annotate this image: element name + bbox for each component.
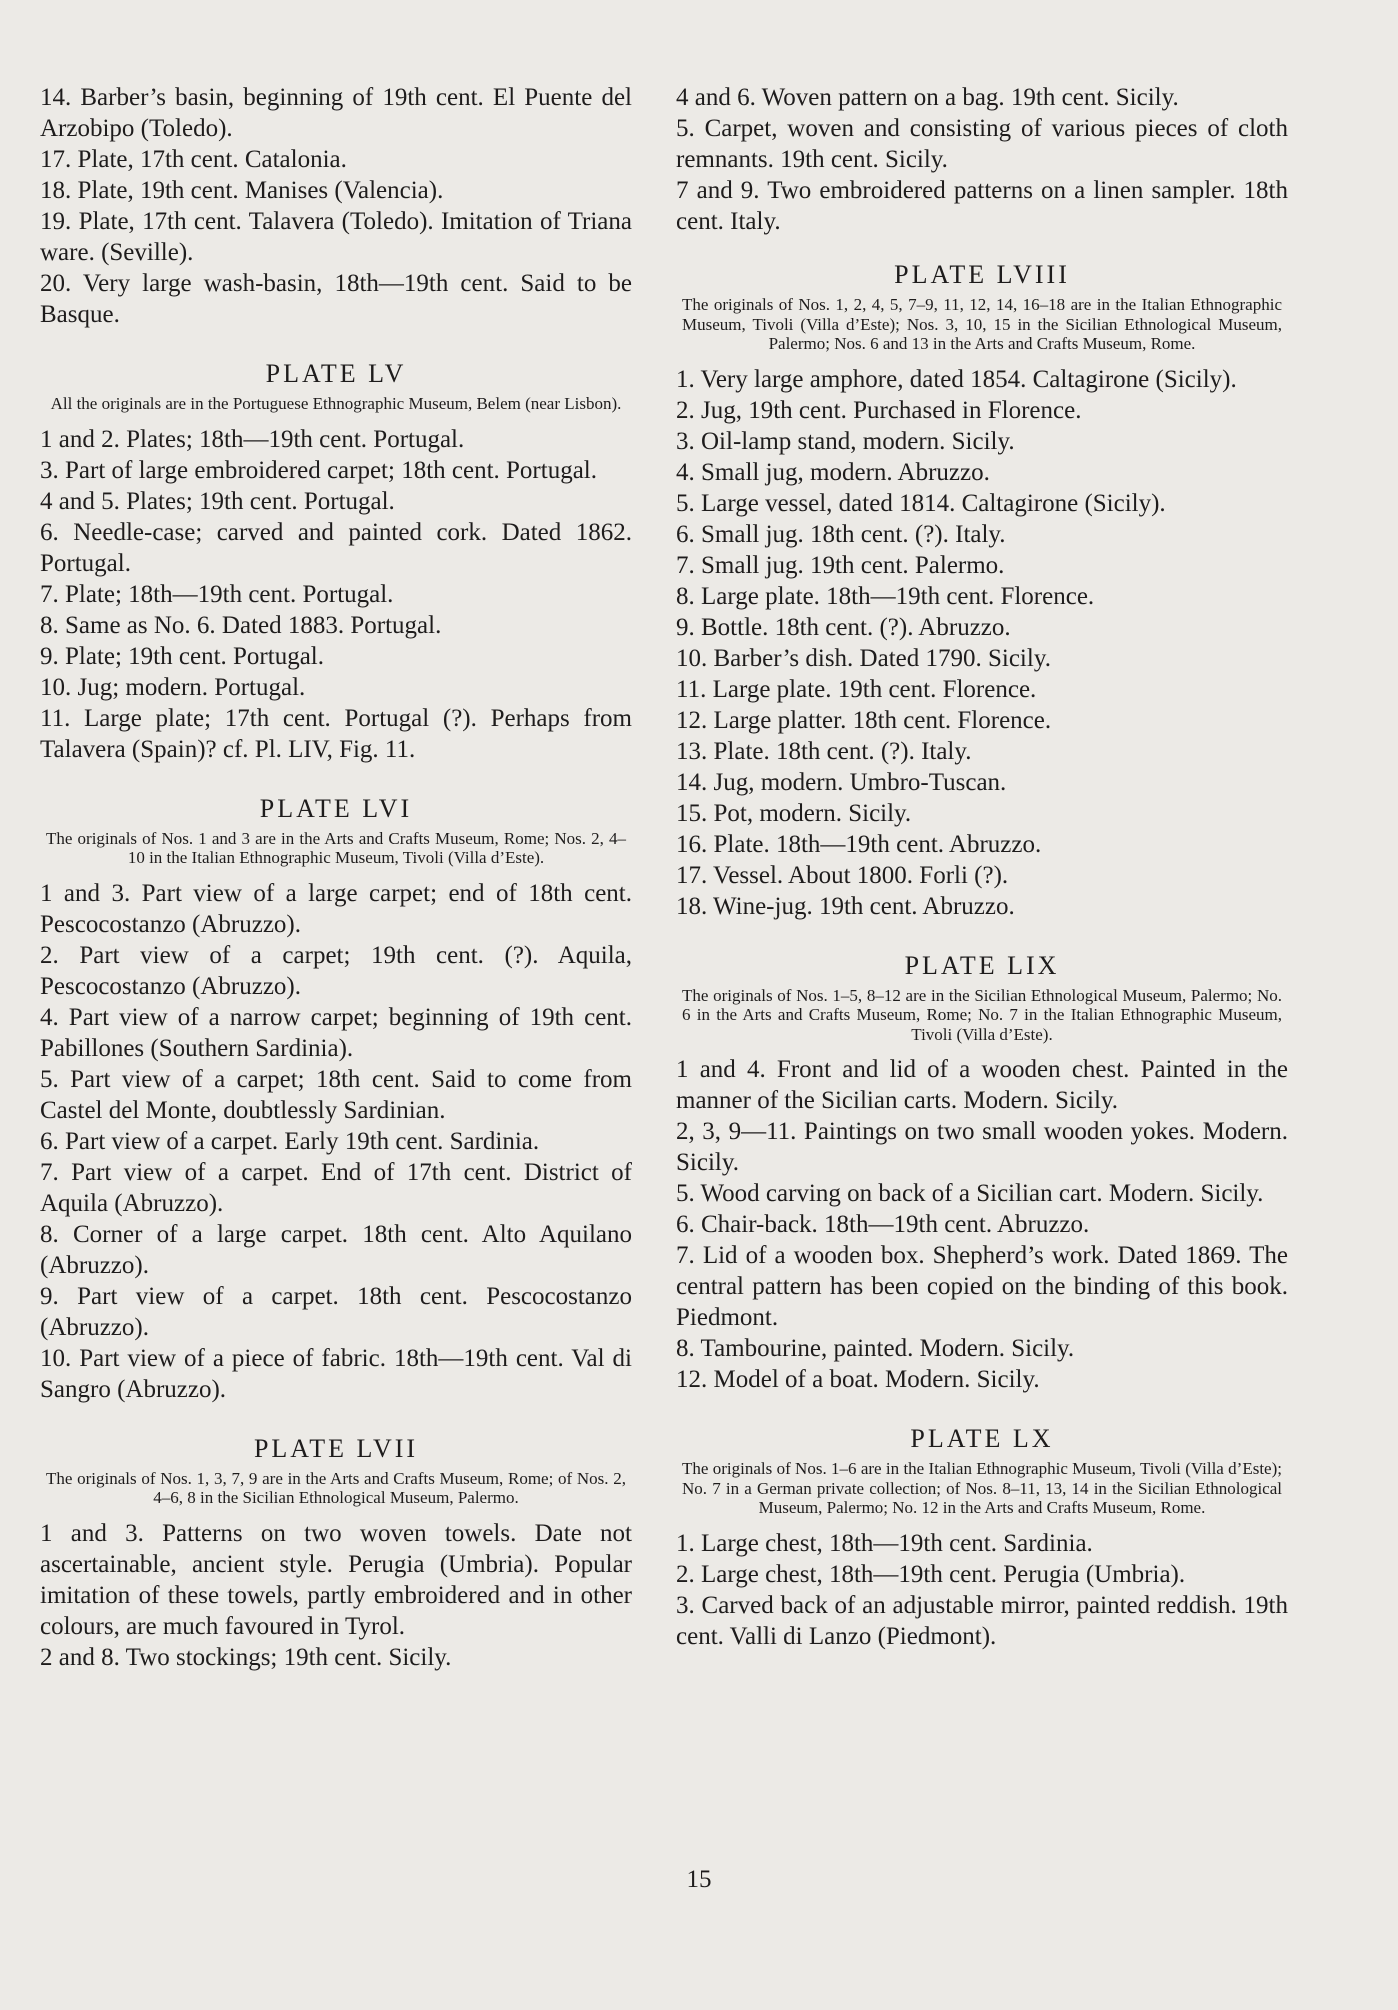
catalog-entry: 7. Plate; 18th—19th cent. Portugal. bbox=[40, 580, 394, 608]
catalog-entry: 5. Part view of a carpet; 18th cent. Said to come from Castel del Monte, doubtlessly Sardinian. bbox=[40, 1065, 632, 1124]
catalog-entry: 8. Same as No. 6. Dated 1883. Portugal. bbox=[40, 611, 442, 639]
plate-heading-block bbox=[676, 950, 1288, 1045]
plate-heading-block bbox=[676, 1423, 1288, 1518]
catalog-entry: 4. Part view of a narrow carpet; beginning of 19th cent. Pabillones (Southern Sardinia). bbox=[40, 1003, 632, 1062]
plate-note: The originals of Nos. 1 and 3 are in the Arts and Crafts Museum, Rome; Nos. 2, 4–10 in the Italian Ethnographic Museum, Tivoli (Villa d’Este). bbox=[46, 828, 626, 867]
catalog-entry: 9. Part view of a carpet. 18th cent. Pescocostanzo (Abruzzo). bbox=[40, 1282, 632, 1341]
catalog-entry: 19. Plate, 17th cent. Talavera (Toledo). Imitation of Triana ware. (Seville). bbox=[40, 208, 632, 266]
catalog-entry: 6. Part view of a carpet. Early 19th cent. Sardinia. bbox=[40, 1127, 540, 1155]
plate-note: The originals of Nos. 1, 2, 4, 5, 7–9, 11, 12, 14, 16–18 are in the Italian Ethnographic Museum, Tivoli (Villa d’Este); Nos. 3, 10, 15 in the Sicilian Ethnological Museum, Palermo; Nos. 6 and 13 in the Arts and Crafts Museum, Rome. bbox=[682, 295, 1282, 353]
plate-title: PLATE LVIII bbox=[894, 260, 1070, 289]
catalog-entry: 2 and 8. Two stockings; 19th cent. Sicily. bbox=[40, 1643, 452, 1671]
catalog-entry: 18. Wine-jug. 19th cent. Abruzzo. bbox=[676, 892, 1015, 920]
catalog-entry: 17. Plate, 17th cent. Catalonia. bbox=[40, 146, 347, 173]
catalog-entry: 2. Large chest, 18th—19th cent. Perugia (Umbria). bbox=[676, 1560, 1186, 1588]
catalog-entry: 9. Plate; 19th cent. Portugal. bbox=[40, 642, 324, 670]
catalog-entry: 11. Large plate. 19th cent. Florence. bbox=[676, 675, 1037, 703]
catalog-entry: 5. Large vessel, dated 1814. Caltagirone (Sicily). bbox=[676, 489, 1166, 517]
plate-note: The originals of Nos. 1–5, 8–12 are in the Sicilian Ethnological Museum, Palermo; No. 6 in the Arts and Crafts Museum, Rome; No. 7 in the Italian Ethnographic Museum, Tivoli (Villa d’Este). bbox=[682, 985, 1282, 1044]
catalog-entry: 4. Small jug, modern. Abruzzo. bbox=[676, 458, 990, 486]
catalog-entry: 6. Chair-back. 18th—19th cent. Abruzzo. bbox=[676, 1211, 1090, 1238]
catalog-entry: 10. Jug; modern. Portugal. bbox=[40, 673, 306, 701]
plate-title: PLATE LV bbox=[265, 359, 407, 388]
catalog-entry: 2. Jug, 19th cent. Purchased in Florence. bbox=[676, 396, 1082, 424]
catalog-entry: 1 and 2. Plates; 18th—19th cent. Portugal. bbox=[40, 425, 465, 453]
catalog-entry: 16. Plate. 18th—19th cent. Abruzzo. bbox=[676, 830, 1042, 858]
catalog-entry: 2, 3, 9—11. Paintings on two small wooden yokes. Modern. Sicily. bbox=[676, 1118, 1288, 1176]
catalog-entry: 13. Plate. 18th cent. (?). Italy. bbox=[676, 737, 972, 765]
plate-heading-block bbox=[40, 793, 632, 868]
catalog-entry: 11. Large plate; 17th cent. Portugal (?). Perhaps from Talavera (Spain)? cf. Pl. LIV, Fig. 11. bbox=[40, 704, 632, 763]
catalog-entry: 3. Carved back of an adjustable mirror, painted reddish. 19th cent. Valli di Lanzo (Piedmont). bbox=[676, 1591, 1288, 1650]
plate-note: All the originals are in the Portuguese Ethnographic Museum, Belem (near Lisbon). bbox=[50, 394, 622, 413]
catalog-entry: 1. Large chest, 18th—19th cent. Sardinia. bbox=[676, 1529, 1093, 1557]
catalog-entry: 5. Carpet, woven and consisting of various pieces of cloth remnants. 19th cent. Sicily. bbox=[676, 115, 1288, 173]
plate-heading-block bbox=[676, 259, 1288, 354]
catalog-entry: 15. Pot, modern. Sicily. bbox=[676, 799, 912, 827]
catalog-entry: 4 and 5. Plates; 19th cent. Portugal. bbox=[40, 487, 395, 515]
plate-note: The originals of Nos. 1, 3, 7, 9 are in the Arts and Crafts Museum, Rome; of Nos. 2, 4–6, 8 in the Sicilian Ethnological Museum, Palermo. bbox=[46, 1468, 626, 1507]
catalog-entry: 1 and 3. Patterns on two woven towels. Date not ascertainable, ancient style. Perugia (Umbria). Popular imitation of these towels, partly embroidered and in other colours, are much favoured in Tyrol. bbox=[40, 1519, 632, 1640]
catalog-entry: 7. Lid of a wooden box. Shepherd’s work. Dated 1869. The central pattern has been copied on the binding of this book. Piedmont. bbox=[676, 1242, 1288, 1331]
plate-heading-block bbox=[40, 1433, 632, 1508]
left-column bbox=[40, 82, 632, 1673]
catalog-entry: 5. Wood carving on back of a Sicilian cart. Modern. Sicily. bbox=[676, 1180, 1264, 1207]
plate-title: PLATE LVII bbox=[253, 1433, 419, 1463]
catalog-entry: 8. Large plate. 18th—19th cent. Florence. bbox=[676, 582, 1095, 610]
plate-title: PLATE LX bbox=[910, 1424, 1054, 1453]
catalog-entry: 17. Vessel. About 1800. Forli (?). bbox=[676, 861, 1009, 889]
plate-title: PLATE LIX bbox=[904, 950, 1060, 980]
right-column bbox=[676, 82, 1288, 1652]
catalog-entry: 4 and 6. Woven pattern on a bag. 19th cent. Sicily. bbox=[676, 84, 1179, 111]
plate-note: The originals of Nos. 1–6 are in the Italian Ethnographic Museum, Tivoli (Villa d’Este); No. 7 in a German private collection; of Nos. 8–11, 13, 14 in the Sicilian Ethnological Museum, Palermo; No. 12 in the Arts and Crafts Museum, Rome. bbox=[682, 1459, 1282, 1517]
catalog-entry: 20. Very large wash-basin, 18th—19th cent. Said to be Basque. bbox=[40, 270, 632, 328]
catalog-entry: 14. Jug, modern. Umbro-Tuscan. bbox=[676, 768, 1007, 796]
catalog-entry: 12. Model of a boat. Modern. Sicily. bbox=[676, 1366, 1040, 1393]
catalog-entry: 2. Part view of a carpet; 19th cent. (?). Aquila, Pescocostanzo (Abruzzo). bbox=[40, 941, 632, 1000]
catalog-entry: 6. Small jug. 18th cent. (?). Italy. bbox=[676, 520, 1006, 548]
catalog-entry: 3. Oil-lamp stand, modern. Sicily. bbox=[676, 427, 1015, 455]
catalog-entry: 7. Part view of a carpet. End of 17th cent. District of Aquila (Abruzzo). bbox=[40, 1158, 632, 1217]
catalog-entry: 10. Barber’s dish. Dated 1790. Sicily. bbox=[676, 644, 1051, 672]
catalog-entry: 3. Part of large embroidered carpet; 18th cent. Portugal. bbox=[40, 456, 597, 484]
catalog-entry: 6. Needle-case; carved and painted cork. Dated 1862. Portugal. bbox=[40, 518, 632, 577]
catalog-entry: 12. Large platter. 18th cent. Florence. bbox=[676, 706, 1052, 734]
catalog-entry: 14. Barber’s basin, beginning of 19th cent. El Puente del Arzobipo (Toledo). bbox=[40, 84, 632, 142]
plate-title: PLATE LVI bbox=[259, 793, 413, 823]
catalog-entry: 8. Corner of a large carpet. 18th cent. Alto Aquilano (Abruzzo). bbox=[40, 1220, 632, 1279]
catalog-entry: 1. Very large amphore, dated 1854. Caltagirone (Sicily). bbox=[676, 365, 1237, 393]
catalog-entry: 18. Plate, 19th cent. Manises (Valencia). bbox=[40, 177, 444, 204]
page-number: 15 bbox=[686, 1866, 712, 1893]
plate-heading-block bbox=[40, 358, 632, 414]
catalog-entry: 1 and 3. Part view of a large carpet; end of 18th cent. Pescocostanzo (Abruzzo). bbox=[40, 879, 632, 938]
catalog-entry: 7. Small jug. 19th cent. Palermo. bbox=[676, 551, 1005, 579]
catalog-entry: 9. Bottle. 18th cent. (?). Abruzzo. bbox=[676, 613, 1011, 641]
catalog-entry: 7 and 9. Two embroidered patterns on a linen sampler. 18th cent. Italy. bbox=[676, 177, 1288, 235]
catalog-entry: 1 and 4. Front and lid of a wooden chest. Painted in the manner of the Sicilian carts. Modern. Sicily. bbox=[676, 1056, 1288, 1114]
catalog-entry: 10. Part view of a piece of fabric. 18th—19th cent. Val di Sangro (Abruzzo). bbox=[40, 1344, 632, 1403]
catalog-entry: 8. Tambourine, painted. Modern. Sicily. bbox=[676, 1335, 1075, 1362]
